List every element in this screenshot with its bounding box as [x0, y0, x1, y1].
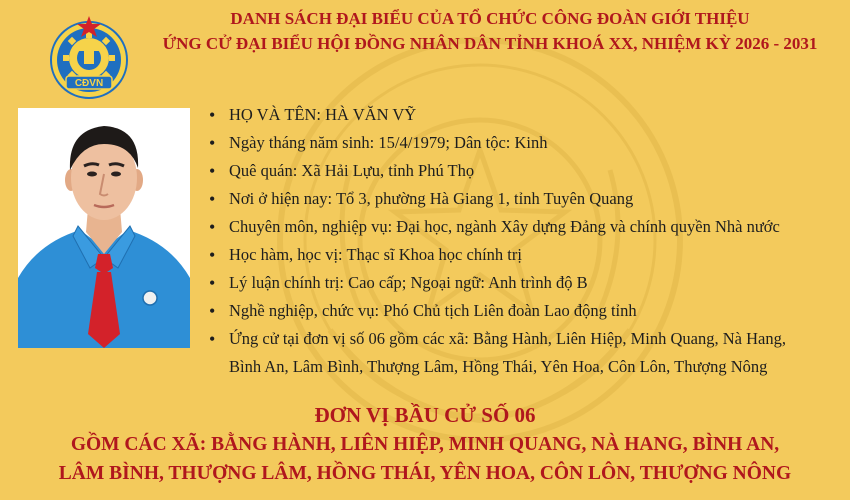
logo-text: CĐVN [74, 78, 104, 89]
candidate-portrait [18, 108, 190, 348]
bio-item-constituency-cont: Bình An, Lâm Bình, Thượng Lâm, Hồng Thái, Yên Hoa, Côn Lôn, Thượng Nông [229, 357, 768, 376]
constituency-footer [0, 400, 850, 488]
bio-item-constituency: • Ứng cử tại đơn vị số 06 gồm các xã: Bằng Hành, Liên Hiệp, Minh Quang, Nà Hang, Bình An, Lâm Bình, Thượng Lâm, Hồng Thái, Yên Hoa, Côn Lôn, Thượng Nông [203, 325, 843, 381]
bio-item-name: • HỌ VÀ TÊN: HÀ VĂN VỸ [203, 101, 843, 129]
page-header [140, 6, 840, 56]
constituency-communes-line-2: LÂM BÌNH, THƯỢNG LÂM, HỒNG THÁI, YÊN HOA, CÔN LÔN, THƯỢNG NÔNG [58, 463, 792, 484]
constituency-communes-line-1: GỒM CÁC XÃ: BẰNG HÀNH, LIÊN HIỆP, MINH QUANG, NÀ HANG, BÌNH AN, [70, 434, 780, 455]
bio-item-occupation: • Nghề nghiệp, chức vụ: Phó Chủ tịch Liên đoàn Lao động tỉnh [203, 297, 843, 325]
bio-item-profession: • Chuyên môn, nghiệp vụ: Đại học, ngành Xây dựng Đảng và chính quyền Nhà nước [203, 213, 843, 241]
header-line-2: ỨNG CỬ ĐẠI BIỂU HỘI ĐỒNG NHÂN DÂN TỈNH KHOÁ XX, NHIỆM KỲ 2026 - 2031 [162, 34, 818, 53]
constituency-title: ĐƠN VỊ BẦU CỬ SỐ 06 [314, 403, 536, 427]
trade-union-logo [46, 14, 132, 100]
bio-item-political-theory: • Lý luận chính trị: Cao cấp; Ngoại ngữ: Anh trình độ B [203, 269, 843, 297]
bio-item-residence: • Nơi ở hiện nay: Tổ 3, phường Hà Giang 1, tỉnh Tuyên Quang [203, 185, 843, 213]
bio-item-hometown: • Quê quán: Xã Hải Lựu, tỉnh Phú Thọ [203, 157, 843, 185]
bio-item-birth: • Ngày tháng năm sinh: 15/4/1979; Dân tộc: Kinh [203, 129, 843, 157]
header-line-1: DANH SÁCH ĐẠI BIỂU CỦA TỔ CHỨC CÔNG ĐOÀN GIỚI THIỆU [230, 9, 750, 28]
bio-item-degree: • Học hàm, học vị: Thạc sĩ Khoa học chính trị [203, 241, 843, 269]
candidate-bio-list [203, 101, 843, 381]
